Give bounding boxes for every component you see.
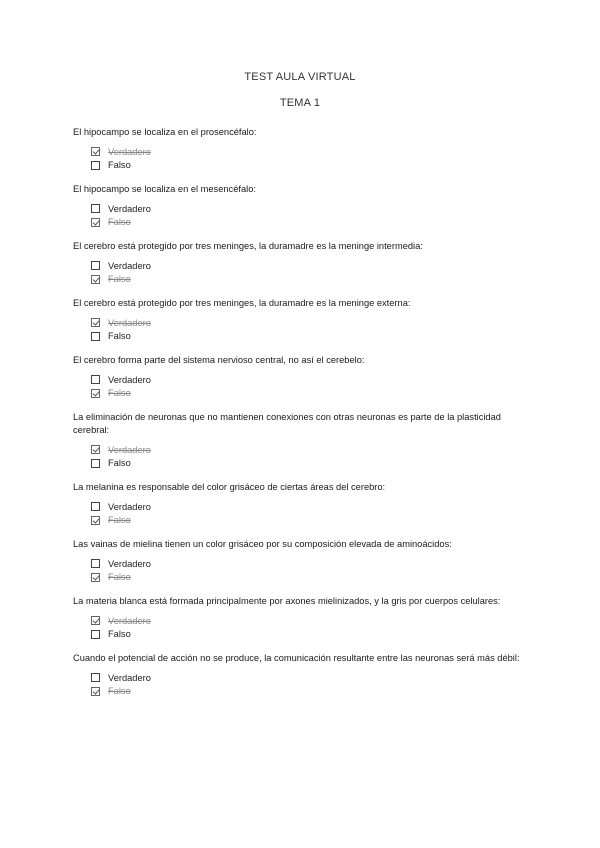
answer-label: Verdadero (108, 374, 151, 385)
answer-options (73, 500, 533, 527)
answer-option[interactable] (91, 457, 533, 471)
question-block (73, 125, 533, 172)
document-subtitle: TEMA 1 (279, 97, 321, 109)
answer-label: Verdadero (108, 558, 151, 569)
question-text: El hipocampo se localiza en el prosencéfalo: (73, 127, 257, 137)
question-text: El cerebro está protegido por tres meninges, la duramadre es la meninge intermedia: (73, 241, 423, 251)
answer-option[interactable] (91, 514, 533, 528)
answer-options (73, 614, 533, 641)
answer-label: Falso (108, 458, 131, 469)
question-list (73, 125, 533, 708)
question-block (73, 651, 533, 698)
checked-checkbox-icon[interactable] (91, 218, 100, 227)
answer-label: Falso (108, 274, 131, 285)
checked-checkbox-icon[interactable] (91, 275, 100, 284)
answer-option[interactable] (91, 571, 533, 585)
answer-options (73, 316, 533, 343)
checked-checkbox-icon[interactable] (91, 573, 100, 582)
checked-checkbox-icon[interactable] (91, 147, 100, 156)
question-block (73, 353, 533, 400)
question-block (73, 296, 533, 343)
question-block (73, 410, 533, 470)
answer-options (73, 671, 533, 698)
answer-label: Verdadero (108, 501, 151, 512)
checkbox-icon[interactable] (91, 630, 100, 639)
answer-options (73, 259, 533, 286)
answer-option[interactable] (91, 387, 533, 401)
checkbox-icon[interactable] (91, 673, 100, 682)
answer-label: Falso (108, 217, 131, 228)
answer-label: Verdadero (108, 615, 151, 626)
answer-option[interactable] (91, 145, 533, 159)
answer-option[interactable] (91, 316, 533, 330)
answer-options (73, 202, 533, 229)
checked-checkbox-icon[interactable] (91, 616, 100, 625)
answer-options (73, 145, 533, 172)
answer-option[interactable] (91, 330, 533, 344)
answer-label: Verdadero (108, 203, 151, 214)
answer-label: Verdadero (108, 146, 151, 157)
question-block (73, 537, 533, 584)
answer-label: Verdadero (108, 444, 151, 455)
checked-checkbox-icon[interactable] (91, 516, 100, 525)
answer-label: Falso (108, 515, 131, 526)
answer-label: Falso (108, 686, 131, 697)
question-block (73, 480, 533, 527)
checked-checkbox-icon[interactable] (91, 389, 100, 398)
answer-option[interactable] (91, 500, 533, 514)
answer-label: Falso (108, 629, 131, 640)
checkbox-icon[interactable] (91, 204, 100, 213)
answer-label: Verdadero (108, 260, 151, 271)
question-text: La melanina es responsable del color grisáceo de ciertas áreas del cerebro: (73, 482, 386, 492)
question-text: Cuando el potencial de acción no se produce, la comunicación resultante entre las neuronas será más débil: (73, 653, 520, 663)
checked-checkbox-icon[interactable] (91, 445, 100, 454)
answer-option[interactable] (91, 216, 533, 230)
answer-label: Falso (108, 331, 131, 342)
checked-checkbox-icon[interactable] (91, 687, 100, 696)
question-text: La materia blanca está formada principalmente por axones mielinizados, y la gris por cuerpos celulares: (73, 596, 501, 606)
answer-label: Falso (108, 572, 131, 583)
answer-options (73, 373, 533, 400)
document-title: TEST AULA VIRTUAL (244, 71, 356, 83)
checked-checkbox-icon[interactable] (91, 318, 100, 327)
answer-option[interactable] (91, 373, 533, 387)
answer-label: Verdadero (108, 672, 151, 683)
question-text: La eliminación de neuronas que no mantienen conexiones con otras neuronas es parte de la plasticidad cerebral: (73, 412, 501, 435)
answer-option[interactable] (91, 685, 533, 699)
question-block (73, 594, 533, 641)
answer-option[interactable] (91, 259, 533, 273)
answer-option[interactable] (91, 628, 533, 642)
answer-options (73, 443, 533, 470)
answer-label: Falso (108, 388, 131, 399)
answer-option[interactable] (91, 159, 533, 173)
answer-option[interactable] (91, 557, 533, 571)
question-text: El cerebro forma parte del sistema nervioso central, no así el cerebelo: (73, 355, 365, 365)
answer-option[interactable] (91, 443, 533, 457)
question-text: El cerebro está protegido por tres meninges, la duramadre es la meninge externa: (73, 298, 411, 308)
checkbox-icon[interactable] (91, 261, 100, 270)
checkbox-icon[interactable] (91, 332, 100, 341)
answer-option[interactable] (91, 614, 533, 628)
answer-label: Verdadero (108, 317, 151, 328)
checkbox-icon[interactable] (91, 375, 100, 384)
answer-option[interactable] (91, 202, 533, 216)
question-text: Las vainas de mielina tienen un color grisáceo por su composición elevada de aminoácidos: (73, 539, 452, 549)
question-block (73, 182, 533, 229)
answer-option[interactable] (91, 273, 533, 287)
answer-options (73, 557, 533, 584)
checkbox-icon[interactable] (91, 559, 100, 568)
answer-label: Falso (108, 160, 131, 171)
answer-option[interactable] (91, 671, 533, 685)
checkbox-icon[interactable] (91, 502, 100, 511)
question-text: El hipocampo se localiza en el mesencéfalo: (73, 184, 256, 194)
checkbox-icon[interactable] (91, 161, 100, 170)
question-block (73, 239, 533, 286)
checkbox-icon[interactable] (91, 459, 100, 468)
